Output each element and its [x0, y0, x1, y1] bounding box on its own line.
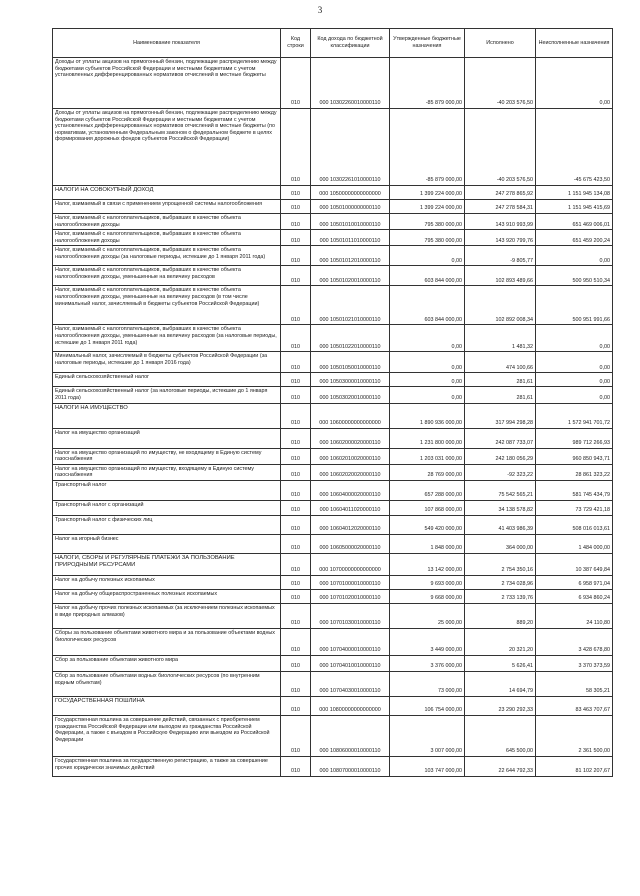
row-name: Сбор за пользование объектами водных биологических ресурсов (по внутренним водным объектам) — [53, 671, 281, 696]
row-line-code: 010 — [281, 603, 311, 628]
table-row — [53, 58, 613, 109]
row-line-code: 010 — [281, 214, 311, 230]
table-row — [53, 575, 613, 589]
row-unexecuted-amount: 3 428 678,80 — [536, 628, 613, 655]
row-name: Доходы от уплаты акцизов на прямогонный бензин, подлежащие распределению между бюджетами субъектов Российской Федерации и местными бюджетами с учетом установленных дифференцированных нормативов отчислений в местные бюджеты (по нормативам, установленным Федеральным законом о федеральном бюджете в целях формирования дорожных фондов субъектов Российской Федерации) — [53, 109, 281, 186]
row-budget-code: 000 10806000010000110 — [311, 715, 390, 756]
row-unexecuted-amount: 0,00 — [536, 352, 613, 373]
row-executed-amount: 5 626,41 — [465, 655, 536, 671]
row-approved-amount: 3 007 000,00 — [390, 715, 465, 756]
row-line-code: 010 — [281, 464, 311, 480]
row-name: НАЛОГИ, СБОРЫ И РЕГУЛЯРНЫЕ ПЛАТЕЖИ ЗА ПОЛЬЗОВАНИЕ ПРИРОДНЫМИ РЕСУРСАМИ — [53, 553, 281, 575]
row-budget-code: 000 10501012010000110 — [311, 246, 390, 266]
row-unexecuted-amount: 58 305,21 — [536, 671, 613, 696]
row-budget-code: 000 10501020010000110 — [311, 266, 390, 286]
row-line-code: 010 — [281, 480, 311, 500]
row-name: Государственная пошлина за государственную регистрацию, а также за совершение прочих юридически значимых действий — [53, 756, 281, 776]
row-approved-amount: 28 769 000,00 — [390, 464, 465, 480]
row-approved-amount: -85 879 000,00 — [390, 58, 465, 109]
row-line-code: 010 — [281, 325, 311, 352]
row-budget-code: 000 10600000000000000 — [311, 403, 390, 428]
table-row — [53, 553, 613, 575]
row-budget-code: 000 10602000020000110 — [311, 428, 390, 448]
row-line-code: 010 — [281, 500, 311, 515]
row-approved-amount: 106 754 000,00 — [390, 696, 465, 715]
table-row — [53, 109, 613, 186]
row-name: Налог на добычу прочих полезных ископаемых (за исключением полезных ископаемых в виде природных алмазов) — [53, 603, 281, 628]
table-header-row — [53, 29, 613, 58]
row-approved-amount: 107 868 000,00 — [390, 500, 465, 515]
row-executed-amount: -40 203 576,50 — [465, 109, 536, 186]
table-row — [53, 589, 613, 603]
row-approved-amount: 795 380 000,00 — [390, 214, 465, 230]
row-name: Налог на игорный бизнес — [53, 534, 281, 553]
row-budget-code: 000 10501050010000110 — [311, 352, 390, 373]
row-budget-code: 000 10501011010000110 — [311, 230, 390, 246]
table-row — [53, 266, 613, 286]
row-name: Налог на добычу полезных ископаемых — [53, 575, 281, 589]
row-approved-amount: 1 848 000,00 — [390, 534, 465, 553]
table-row — [53, 464, 613, 480]
row-unexecuted-amount: 960 850 943,71 — [536, 448, 613, 464]
row-name: Транспортный налог — [53, 480, 281, 500]
row-line-code: 010 — [281, 534, 311, 553]
row-unexecuted-amount: 83 463 707,67 — [536, 696, 613, 715]
row-executed-amount: 22 644 792,33 — [465, 756, 536, 776]
row-name: ГОСУДАРСТВЕННАЯ ПОШЛИНА — [53, 696, 281, 715]
row-unexecuted-amount: 28 861 323,22 — [536, 464, 613, 480]
row-budget-code: 000 10704000010000110 — [311, 628, 390, 655]
table-row — [53, 655, 613, 671]
row-executed-amount: 242 180 056,29 — [465, 448, 536, 464]
row-approved-amount: 0,00 — [390, 246, 465, 266]
row-unexecuted-amount: 581 745 434,79 — [536, 480, 613, 500]
row-line-code: 010 — [281, 671, 311, 696]
budget-report-table — [52, 28, 613, 777]
row-executed-amount: 247 278 865,92 — [465, 186, 536, 200]
row-line-code: 010 — [281, 286, 311, 325]
row-unexecuted-amount: 6 958 971,04 — [536, 575, 613, 589]
row-executed-amount: 474 100,66 — [465, 352, 536, 373]
row-name: Налог на имущество организаций по имуществу, входящему в Единую систему газоснабжения — [53, 464, 281, 480]
row-name: НАЛОГИ НА ИМУЩЕСТВО — [53, 403, 281, 428]
row-unexecuted-amount: 989 712 266,93 — [536, 428, 613, 448]
row-name: Налог, взимаемый с налогоплательщиков, выбравших в качестве объекта налогообложения доходы, уменьшенные на величину расходов — [53, 266, 281, 286]
row-name: Налог на добычу общераспространенных полезных ископаемых — [53, 589, 281, 603]
table-row — [53, 715, 613, 756]
row-approved-amount: 603 844 000,00 — [390, 266, 465, 286]
header-executed: Исполнено — [465, 29, 536, 58]
row-unexecuted-amount: 651 459 200,24 — [536, 230, 613, 246]
row-budget-code: 000 10701030010000110 — [311, 603, 390, 628]
table-row — [53, 186, 613, 200]
row-unexecuted-amount: 73 729 421,18 — [536, 500, 613, 515]
row-executed-amount: 102 893 489,66 — [465, 266, 536, 286]
row-name: Единый сельскохозяйственный налог (за налоговые периоды, истекшие до 1 января 2011 года) — [53, 387, 281, 403]
row-name: Доходы от уплаты акцизов на прямогонный бензин, подлежащие распределению между бюджетами субъектов Российской Федерации и местными бюджетами с учетом установленных дифференцированных нормативов отчислений в местные бюджеты — [53, 58, 281, 109]
row-line-code: 010 — [281, 696, 311, 715]
row-approved-amount: 0,00 — [390, 387, 465, 403]
row-budget-code: 000 10501000000000110 — [311, 200, 390, 214]
row-executed-amount: 20 321,20 — [465, 628, 536, 655]
row-budget-code: 000 10704010010000110 — [311, 655, 390, 671]
row-approved-amount: 25 000,00 — [390, 603, 465, 628]
row-name: Единый сельскохозяйственный налог — [53, 373, 281, 387]
row-approved-amount: 13 142 000,00 — [390, 553, 465, 575]
header-approved: Утвержденные бюджетные назначения — [390, 29, 465, 58]
row-budget-code: 000 10700000000000000 — [311, 553, 390, 575]
row-budget-code: 000 10701000010000110 — [311, 575, 390, 589]
row-line-code: 010 — [281, 200, 311, 214]
row-budget-code: 000 10604011020000110 — [311, 500, 390, 515]
row-approved-amount: 0,00 — [390, 373, 465, 387]
row-line-code: 010 — [281, 403, 311, 428]
table-row — [53, 246, 613, 266]
row-approved-amount: 603 844 000,00 — [390, 286, 465, 325]
table-row — [53, 200, 613, 214]
table-row — [53, 500, 613, 515]
row-unexecuted-amount: 1 572 941 701,72 — [536, 403, 613, 428]
row-approved-amount: 0,00 — [390, 352, 465, 373]
row-executed-amount: 2 733 139,76 — [465, 589, 536, 603]
row-budget-code: 000 10604012020000110 — [311, 515, 390, 534]
row-budget-code: 000 10503020010000110 — [311, 387, 390, 403]
row-name: Налог, взимаемый с налогоплательщиков, выбравших в качестве объекта налогообложения доходы, уменьшенные на величину расходов (в том числе минимальный налог, зачисляемый в бюджеты субъектов Российской Федерации) — [53, 286, 281, 325]
row-name: Транспортный налог с физических лиц — [53, 515, 281, 534]
row-budget-code: 000 10501010010000110 — [311, 214, 390, 230]
row-unexecuted-amount: 2 361 500,00 — [536, 715, 613, 756]
row-executed-amount: 143 910 993,99 — [465, 214, 536, 230]
row-budget-code: 000 10302260010000110 — [311, 58, 390, 109]
row-unexecuted-amount: 0,00 — [536, 325, 613, 352]
table-row — [53, 756, 613, 776]
row-line-code: 010 — [281, 428, 311, 448]
row-approved-amount: 1 890 936 000,00 — [390, 403, 465, 428]
row-executed-amount: 75 542 565,21 — [465, 480, 536, 500]
row-line-code: 010 — [281, 246, 311, 266]
table-row — [53, 403, 613, 428]
row-executed-amount: 23 290 292,33 — [465, 696, 536, 715]
table-row — [53, 373, 613, 387]
table-row — [53, 286, 613, 325]
row-budget-code: 000 10605000020000110 — [311, 534, 390, 553]
row-line-code: 010 — [281, 109, 311, 186]
table-row — [53, 352, 613, 373]
row-name: Минимальный налог, зачисляемый в бюджеты субъектов Российской Федерации (за налоговые периоды, истекшие до 1 января 2016 года) — [53, 352, 281, 373]
row-name: Транспортный налог с организаций — [53, 500, 281, 515]
row-line-code: 010 — [281, 387, 311, 403]
table-row — [53, 696, 613, 715]
row-name: Государственная пошлина за совершение действий, связанных с приобретением гражданства Российской Федерации или выходом из гражданства Российской Федерации, а также с въездом в Российскую Федерацию или выездом из Российской Федерации — [53, 715, 281, 756]
page-number: 3 — [317, 5, 323, 15]
row-line-code: 010 — [281, 186, 311, 200]
row-approved-amount: 3 376 000,00 — [390, 655, 465, 671]
row-line-code: 010 — [281, 589, 311, 603]
row-executed-amount: -9 805,77 — [465, 246, 536, 266]
table-row — [53, 480, 613, 500]
row-approved-amount: 103 747 000,00 — [390, 756, 465, 776]
row-line-code: 010 — [281, 266, 311, 286]
row-budget-code: 000 10701020010000110 — [311, 589, 390, 603]
header-line-code: Код строки — [281, 29, 311, 58]
row-executed-amount: 242 087 733,07 — [465, 428, 536, 448]
row-unexecuted-amount: 1 151 945 134,08 — [536, 186, 613, 200]
table-row — [53, 628, 613, 655]
row-executed-amount: 247 278 584,31 — [465, 200, 536, 214]
row-executed-amount: 2 734 028,96 — [465, 575, 536, 589]
row-budget-code: 000 10302261010000110 — [311, 109, 390, 186]
table-row — [53, 515, 613, 534]
table-row — [53, 534, 613, 553]
row-unexecuted-amount: 508 016 013,61 — [536, 515, 613, 534]
row-executed-amount: 317 994 298,28 — [465, 403, 536, 428]
row-executed-amount: 14 694,79 — [465, 671, 536, 696]
row-name: Сборы за пользование объектами животного мира и за пользование объектами водных биологических ресурсов — [53, 628, 281, 655]
row-executed-amount: 281,61 — [465, 373, 536, 387]
row-line-code: 010 — [281, 352, 311, 373]
row-executed-amount: 364 000,00 — [465, 534, 536, 553]
row-line-code: 010 — [281, 756, 311, 776]
row-approved-amount: 1 399 224 000,00 — [390, 200, 465, 214]
row-name: Налог на имущество организаций по имуществу, не входящему в Единую систему газоснабжения — [53, 448, 281, 464]
row-executed-amount: 281,61 — [465, 387, 536, 403]
row-unexecuted-amount: 500 951 991,66 — [536, 286, 613, 325]
row-name: Налог, взимаемый с налогоплательщиков, выбравших в качестве объекта налогообложения доходы (за налоговые периоды, истекшие до 1 января 2011 года) — [53, 246, 281, 266]
row-executed-amount: 34 138 578,82 — [465, 500, 536, 515]
row-executed-amount: 889,20 — [465, 603, 536, 628]
row-unexecuted-amount: 0,00 — [536, 387, 613, 403]
table-row — [53, 230, 613, 246]
table-row — [53, 325, 613, 352]
row-unexecuted-amount: 24 110,80 — [536, 603, 613, 628]
row-budget-code: 000 10704030010000110 — [311, 671, 390, 696]
row-approved-amount: 1 231 800 000,00 — [390, 428, 465, 448]
table-row — [53, 387, 613, 403]
header-unexecuted: Неисполненные назначения — [536, 29, 613, 58]
row-line-code: 010 — [281, 58, 311, 109]
row-unexecuted-amount: 500 950 510,34 — [536, 266, 613, 286]
row-line-code: 010 — [281, 553, 311, 575]
row-approved-amount: 3 449 000,00 — [390, 628, 465, 655]
row-executed-amount: 143 920 799,76 — [465, 230, 536, 246]
row-budget-code: 000 10501021010000110 — [311, 286, 390, 325]
row-unexecuted-amount: -45 675 423,50 — [536, 109, 613, 186]
row-name: Налог, взимаемый в связи с применением упрощенной системы налогообложения — [53, 200, 281, 214]
row-name: Сбор за пользование объектами животного мира — [53, 655, 281, 671]
table-row — [53, 603, 613, 628]
row-approved-amount: 9 693 000,00 — [390, 575, 465, 589]
row-name: Налог, взимаемый с налогоплательщиков, выбравших в качестве объекта налогообложения доходы, уменьшенные на величину расходов (за налоговые периоды, истекшие до 1 января 2011 года) — [53, 325, 281, 352]
table-row — [53, 448, 613, 464]
row-approved-amount: 549 420 000,00 — [390, 515, 465, 534]
row-name: НАЛОГИ НА СОВОКУПНЫЙ ДОХОД — [53, 186, 281, 200]
row-approved-amount: 73 000,00 — [390, 671, 465, 696]
row-name: Налог, взимаемый с налогоплательщиков, выбравших в качестве объекта налогообложения доходы — [53, 214, 281, 230]
table-row — [53, 428, 613, 448]
header-name: Наименование показателя — [53, 29, 281, 58]
table-body — [53, 58, 613, 777]
row-unexecuted-amount: 1 484 000,00 — [536, 534, 613, 553]
row-approved-amount: 795 380 000,00 — [390, 230, 465, 246]
header-budget-code: Код дохода по бюджетной классификации — [311, 29, 390, 58]
row-unexecuted-amount: 1 151 945 415,69 — [536, 200, 613, 214]
row-unexecuted-amount: 0,00 — [536, 246, 613, 266]
row-line-code: 010 — [281, 655, 311, 671]
row-unexecuted-amount: 10 387 649,84 — [536, 553, 613, 575]
row-budget-code: 000 10500000000000000 — [311, 186, 390, 200]
row-unexecuted-amount: 0,00 — [536, 373, 613, 387]
row-line-code: 010 — [281, 575, 311, 589]
row-executed-amount: 645 500,00 — [465, 715, 536, 756]
row-name: Налог, взимаемый с налогоплательщиков, выбравших в качестве объекта налогообложения доходы — [53, 230, 281, 246]
row-line-code: 010 — [281, 715, 311, 756]
row-executed-amount: -92 323,22 — [465, 464, 536, 480]
row-budget-code: 000 10807000010000110 — [311, 756, 390, 776]
row-executed-amount: -40 203 576,50 — [465, 58, 536, 109]
row-approved-amount: 0,00 — [390, 325, 465, 352]
row-approved-amount: -85 879 000,00 — [390, 109, 465, 186]
row-budget-code: 000 10604000020000110 — [311, 480, 390, 500]
row-budget-code: 000 10503000010000110 — [311, 373, 390, 387]
row-executed-amount: 1 481,32 — [465, 325, 536, 352]
row-line-code: 010 — [281, 230, 311, 246]
row-approved-amount: 1 399 224 000,00 — [390, 186, 465, 200]
table-row — [53, 214, 613, 230]
row-line-code: 010 — [281, 448, 311, 464]
row-budget-code: 000 10501022010000110 — [311, 325, 390, 352]
row-approved-amount: 1 203 031 000,00 — [390, 448, 465, 464]
row-executed-amount: 2 754 350,16 — [465, 553, 536, 575]
row-approved-amount: 657 288 000,00 — [390, 480, 465, 500]
row-budget-code: 000 10800000000000000 — [311, 696, 390, 715]
row-unexecuted-amount: 651 469 006,01 — [536, 214, 613, 230]
row-unexecuted-amount: 3 370 373,59 — [536, 655, 613, 671]
row-name: Налог на имущество организаций — [53, 428, 281, 448]
row-unexecuted-amount: 6 934 860,24 — [536, 589, 613, 603]
row-unexecuted-amount: 0,00 — [536, 58, 613, 109]
row-budget-code: 000 10602020020000110 — [311, 464, 390, 480]
row-budget-code: 000 10602010020000110 — [311, 448, 390, 464]
row-approved-amount: 9 668 000,00 — [390, 589, 465, 603]
row-executed-amount: 102 892 008,34 — [465, 286, 536, 325]
row-unexecuted-amount: 81 102 207,67 — [536, 756, 613, 776]
table-row — [53, 671, 613, 696]
row-line-code: 010 — [281, 628, 311, 655]
row-executed-amount: 41 403 986,39 — [465, 515, 536, 534]
row-line-code: 010 — [281, 515, 311, 534]
row-line-code: 010 — [281, 373, 311, 387]
